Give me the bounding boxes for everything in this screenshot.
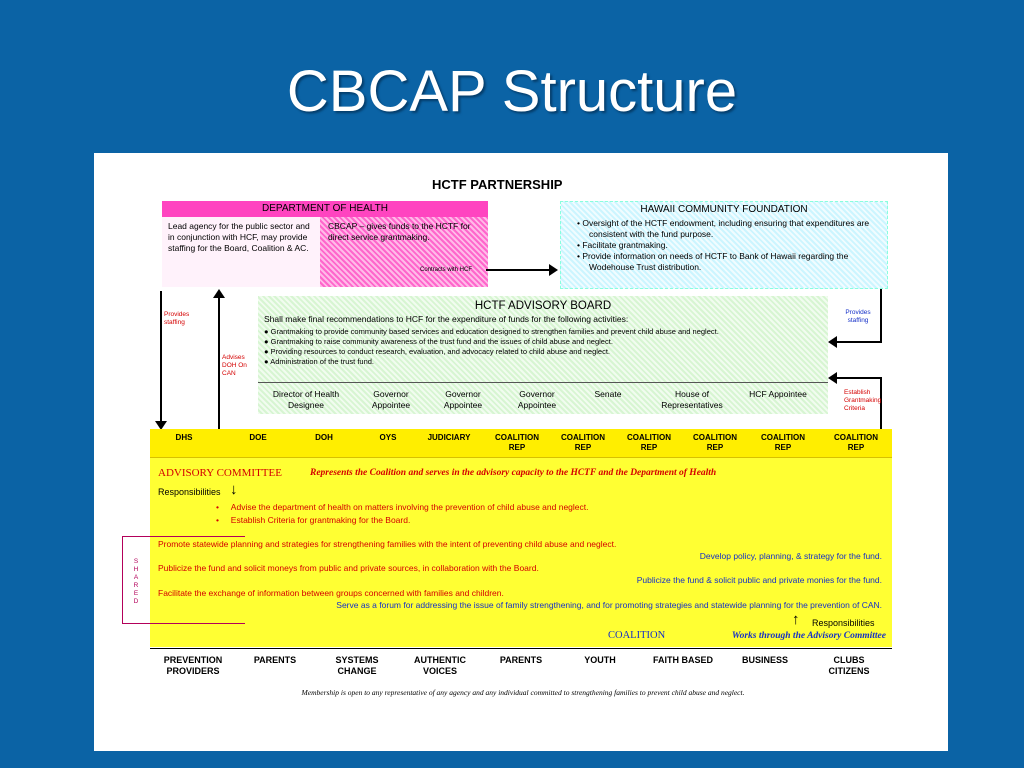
- doh-right-text: CBCAP – gives funds to the HCTF for direct service grantmaking.: [328, 221, 471, 242]
- hcf-bullet: • Provide information on needs of HCTF to Bank of Hawaii regarding the Wodehouse Trust distribution.: [577, 251, 849, 272]
- ac-bullets: [216, 501, 816, 527]
- board-bullet: ● Grantmaking to raise community awareness of the trust fund and the issues of child abuse and neglect.: [264, 337, 613, 346]
- left-arrow-icon: [828, 372, 837, 384]
- member-category: PARENTS: [253, 655, 297, 665]
- slide-title: CBCAP Structure: [286, 59, 738, 124]
- shared-red-line: Promote statewide planning and strategies for strengthening families with the intent of preventing child abuse and neglect.: [158, 539, 617, 549]
- up-arrow-icon: ↑: [792, 611, 800, 628]
- right-staffing-line: [880, 289, 882, 343]
- coalition-rep: COALITION REP: [561, 433, 605, 452]
- coalition-subtitle: Works through the Advisory Committee: [731, 631, 886, 641]
- staffing-line: [160, 291, 162, 425]
- hcf-bullets: [569, 218, 881, 273]
- right-criteria-hline: [836, 377, 882, 379]
- right-staffing-hline: [836, 341, 882, 343]
- board-member: Governor Appointee: [371, 389, 411, 410]
- board-member: Governor Appointee: [443, 389, 483, 410]
- left-provides-staffing: Provides staffing: [164, 311, 190, 326]
- coalition-area: [150, 429, 892, 647]
- member-category: YOUTH: [584, 655, 616, 665]
- coalition-rep: COALITION REP: [834, 433, 878, 452]
- member-category: AUTHENTIC VOICES: [414, 655, 466, 676]
- diagram-panel: [94, 153, 948, 751]
- advisory-board-box: [258, 296, 828, 414]
- shared-blue-line: Publicize the fund & solicit public and private monies for the fund.: [636, 575, 882, 585]
- coalition-rep: COALITION REP: [693, 433, 737, 452]
- ac-bullet: • Establish Criteria for grantmaking for the Board.: [216, 515, 411, 525]
- coalition-member: DOE: [249, 433, 267, 442]
- shared-blue-line: Develop policy, planning, & strategy for the fund.: [699, 551, 882, 561]
- advisory-board-bullets: [264, 327, 824, 367]
- member-category: BUSINESS: [741, 655, 788, 665]
- contracts-label: Contracts with HCF: [420, 267, 473, 273]
- coalition-rep: COALITION REP: [495, 433, 539, 452]
- bottom-divider: [150, 648, 892, 649]
- member-category: CLUBS CITIZENS: [828, 655, 870, 676]
- hcf-bullet: • Facilitate grantmaking.: [577, 240, 668, 250]
- coalition-rep: COALITION REP: [761, 433, 805, 452]
- member-category: FAITH BASED: [652, 655, 713, 665]
- hcf-bullet: • Oversight of the HCTF endowment, including ensuring that expenditures are consistent with the fund purpose.: [577, 218, 870, 239]
- right-provides-staffing: Provides staffing: [845, 309, 871, 324]
- coalition-member: DHS: [175, 433, 193, 442]
- board-divider: [258, 382, 828, 383]
- advisory-committee-subtitle: Represents the Coalition and serves in the advisory capacity to the HCTF and the Department of Health: [310, 468, 717, 478]
- member-category: PREVENTION PROVIDERS: [163, 655, 223, 676]
- coalition-rep: COALITION REP: [627, 433, 671, 452]
- board-member: HCF Appointee: [749, 389, 807, 399]
- coalition-responsibilities-label: Responsibilities: [812, 618, 875, 628]
- ac-bullet: • Advise the department of health on matters involving the prevention of child abuse and neglect.: [216, 502, 589, 512]
- board-member: Governor Appointee: [517, 389, 557, 410]
- shared-label: S H A R E D: [133, 558, 139, 605]
- down-arrow-icon: ↓: [230, 481, 238, 498]
- member-category: PARENTS: [499, 655, 543, 665]
- advises-line: [218, 295, 220, 429]
- board-bullet: ● Grantmaking to provide community based services and education designed to strengthen families and prevent child abuse and neglect.: [264, 327, 719, 336]
- hcf-box: [560, 201, 888, 289]
- board-member: Director of Health Designee: [272, 389, 340, 410]
- coalition-member: OYS: [379, 433, 397, 442]
- hcf-header: HAWAII COMMUNITY FOUNDATION: [640, 204, 808, 215]
- coalition-title: COALITION: [608, 630, 666, 641]
- arrow-head-icon: [549, 264, 558, 276]
- shared-red-line: Facilitate the exchange of information between groups concerned with families and children.: [158, 588, 504, 598]
- left-arrow-icon: [828, 336, 837, 348]
- member-category: SYSTEMS CHANGE: [335, 655, 379, 676]
- right-establish-label: Establish Grantmaking Criteria: [844, 389, 882, 412]
- membership-footer: Membership is open to any representative of any agency and any individual committed to strengthening families to prevent child abuse and neglect.: [301, 688, 745, 697]
- board-bullet: ● Administration of the trust fund.: [264, 357, 375, 366]
- contracts-arrow: [486, 269, 552, 271]
- shared-red-line: Publicize the fund and solicit moneys from public and private sources, in collaboration with the Board.: [158, 563, 539, 573]
- doh-box: [162, 201, 488, 287]
- doh-header: DEPARTMENT OF HEALTH: [162, 201, 488, 217]
- shared-blue-line: Serve as a forum for addressing the issue of family strengthening, and for promoting strategies and statewide planning for the prevention of CAN.: [336, 600, 882, 610]
- board-member: Senate: [594, 389, 622, 399]
- advisory-board-header: HCTF ADVISORY BOARD: [474, 300, 612, 312]
- doh-left-text: Lead agency for the public sector and in conjunction with HCF, may provide staffing for the Board, Coalition & AC.: [168, 221, 310, 253]
- board-bullet: ● Providing resources to conduct research, evaluation, and advocacy related to child abuse and neglect.: [264, 347, 610, 356]
- up-arrow-icon: [213, 289, 225, 298]
- left-advises-label: Advises DOH On CAN: [222, 354, 247, 377]
- diagram-title: HCTF PARTNERSHIP: [432, 177, 563, 192]
- advisory-committee-title: ADVISORY COMMITTEE: [158, 467, 282, 479]
- coalition-member: DOH: [315, 433, 333, 442]
- ac-responsibilities-label: Responsibilities: [158, 487, 221, 497]
- coalition-member: JUDICIARY: [427, 433, 471, 442]
- coalition-row: [150, 429, 892, 458]
- board-member: House of Representatives: [661, 389, 723, 410]
- advisory-board-intro: Shall make final recommendations to HCF for the expenditure of funds for the following activities:: [264, 314, 629, 324]
